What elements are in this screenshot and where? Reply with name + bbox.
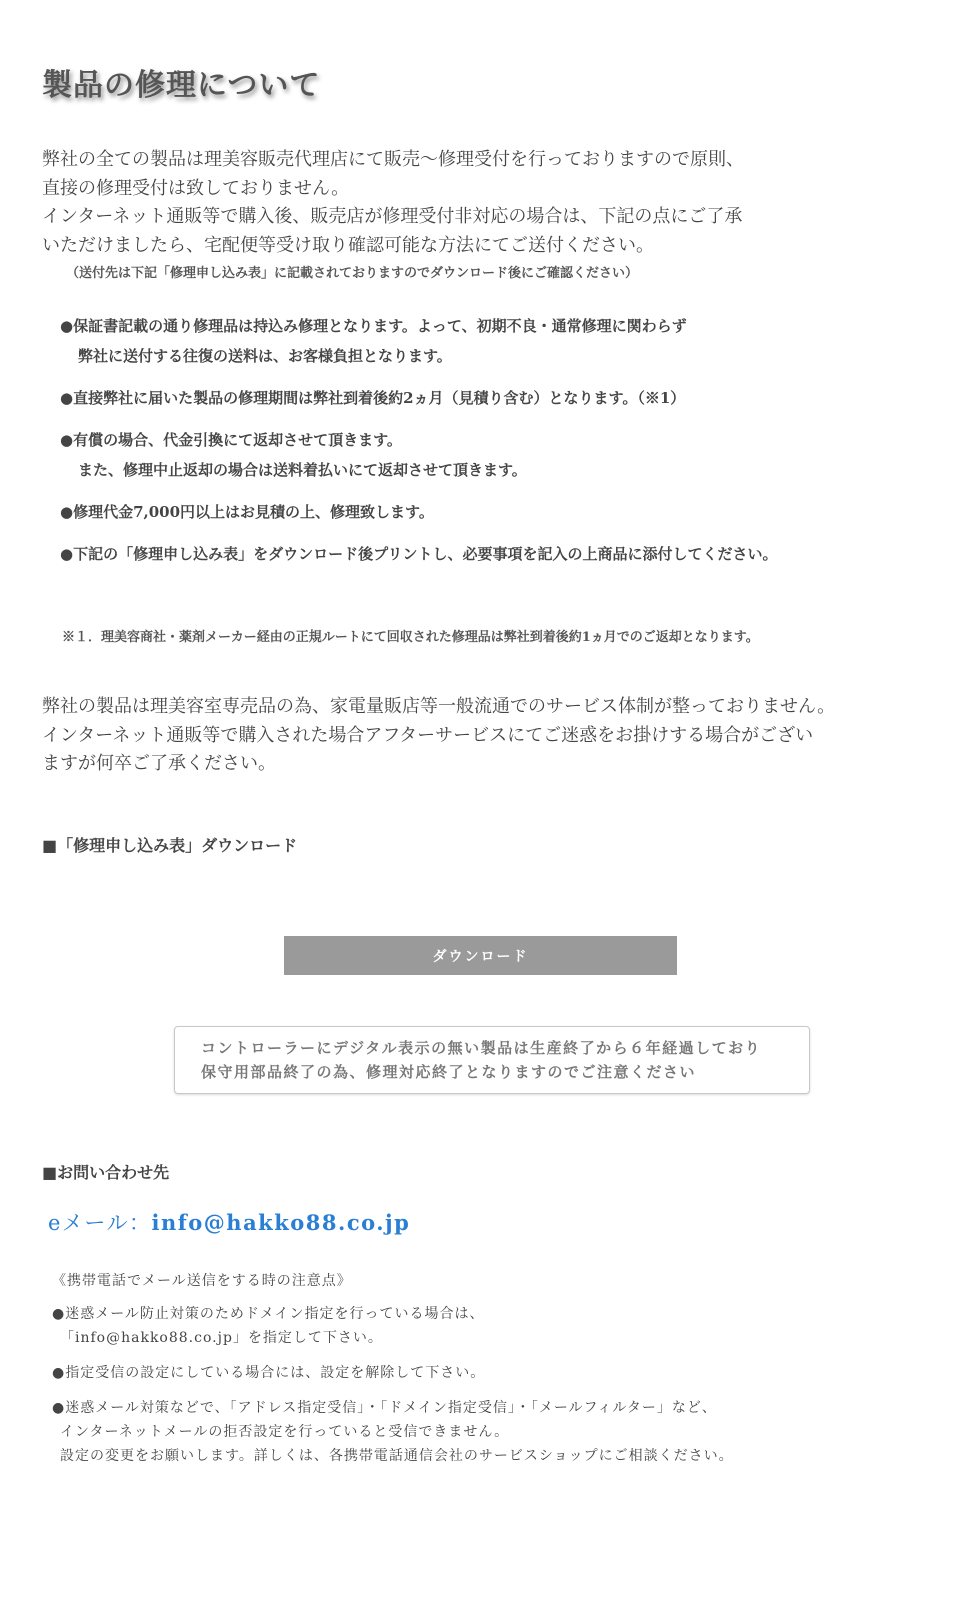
- notice-line: 保守用部品終了の為、修理対応終了となりますのでご注意ください: [201, 1063, 697, 1081]
- mobile-note-item: [52, 1396, 952, 1468]
- end-of-support-notice: [174, 1026, 810, 1094]
- mobile-note-line: インターネットメールの拒否設定を行っていると受信できません。: [60, 1424, 510, 1440]
- notice-line: コントローラーにデジタル表示の無い製品は生産終了から６年経過しており: [201, 1039, 762, 1057]
- mobile-note-line: ●迷惑メール対策などで、「アドレス指定受信」・「ドメイン指定受信」・「メールフィルター」など、: [52, 1400, 717, 1416]
- download-button[interactable]: ダウンロード: [284, 936, 677, 975]
- mobile-notes: [52, 1270, 952, 1479]
- intro-line: インターネット通販等で購入後、販売店が修理受付非対応の場合は、下記の点にご了承: [42, 206, 743, 227]
- rule-line: ●下記の「修理申し込み表」をダウンロード後プリントし、必要事項を記入の上商品に添付してください。: [60, 545, 778, 563]
- intro-text: [42, 146, 942, 260]
- rule-line: ●保証書記載の通り修理品は持込み修理となります。よって、初期不良・通常修理に関わらず: [60, 317, 687, 335]
- email-contact: [48, 1207, 410, 1237]
- rule-item: [60, 497, 960, 527]
- mobile-note-line: 設定の変更をお願いします。詳しくは、各携帯電話通信会社のサービスショップにご相談ください。: [60, 1448, 734, 1464]
- rule-line: ●修理代金7,000円以上はお見積の上、修理致します。: [60, 503, 434, 521]
- service-line: 弊社の製品は理美容室専売品の為、家電量販店等一般流通でのサービス体制が整っておりません。: [42, 696, 836, 717]
- repair-rules-list: [60, 311, 960, 581]
- page-title: 製品の修理について: [42, 68, 321, 104]
- rule-item: [60, 311, 960, 371]
- rule-line: また、修理中止返却の場合は送料着払いにて返却させて頂きます。: [78, 461, 527, 479]
- footnote: ※１．理美容商社・薬剤メーカー経由の正規ルートにて回収された修理品は弊社到着後約1ヵ月でのご返却となります。: [62, 630, 759, 645]
- service-line: ますが何卒ご了承ください。: [42, 753, 276, 774]
- intro-note: （送付先は下記「修理申し込み表」に記載されておりますのでダウンロード後にご確認ください）: [66, 266, 639, 281]
- email-link[interactable]: info@hakko88.co.jp: [151, 1210, 411, 1235]
- rule-item: [60, 425, 960, 485]
- mobile-note-item: [52, 1302, 952, 1350]
- download-heading: ■「修理申し込み表」ダウンロード: [42, 836, 298, 855]
- mobile-notes-title: 《携帯電話でメール送信をする時の注意点》: [52, 1273, 352, 1289]
- mobile-note-line: ●迷惑メール防止対策のためドメイン指定を行っている場合は、: [52, 1306, 485, 1322]
- rule-item: [60, 383, 960, 413]
- contact-heading: ■お問い合わせ先: [42, 1163, 170, 1182]
- mobile-note-line: ●指定受信の設定にしている場合には、設定を解除して下さい。: [52, 1365, 486, 1381]
- service-line: インターネット通販等で購入された場合アフターサービスにてご迷惑をお掛けする場合がござい: [42, 724, 814, 746]
- rule-line: 弊社に送付する往復の送料は、お客様負担となります。: [78, 347, 452, 365]
- intro-line: 直接の修理受付は致しておりません。: [42, 177, 350, 199]
- mobile-note-line: 「info@hakko88.co.jp」を指定して下さい。: [60, 1330, 383, 1346]
- rule-line: ●有償の場合、代金引換にて返却させて頂きます。: [60, 431, 402, 449]
- mobile-note-item: [52, 1361, 952, 1385]
- email-label: eメール：: [48, 1211, 152, 1235]
- intro-line: いただけましたら、宅配便等受け取り確認可能な方法にてご送付ください。: [42, 234, 654, 256]
- rule-line: ●直接弊社に届いた製品の修理期間は弊社到着後約2ヵ月（見積り含む）となります。（※1）: [60, 389, 686, 407]
- service-text: [42, 693, 835, 779]
- intro-line: 弊社の全ての製品は理美容販売代理店にて販売〜修理受付を行っておりますので原則、: [42, 149, 744, 170]
- rule-item: [60, 539, 960, 569]
